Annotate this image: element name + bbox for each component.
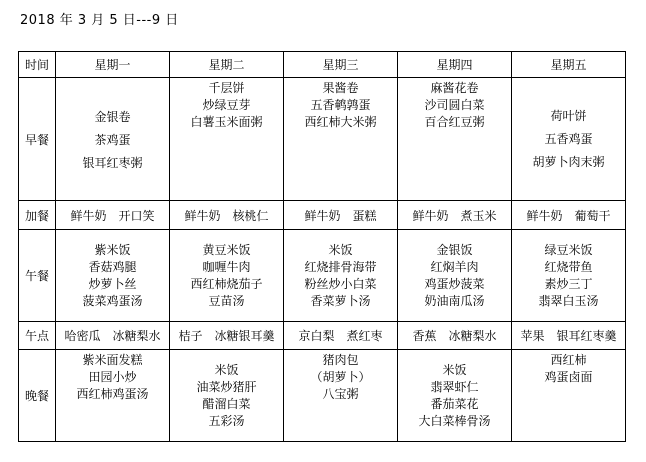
- dish: 麻酱花卷: [430, 81, 479, 95]
- dish: 粉丝炒小白菜: [304, 276, 377, 291]
- snack-cell-friday: [512, 201, 626, 230]
- breakfast-row: [19, 78, 626, 201]
- dish: 香菇鸡腿: [88, 259, 137, 274]
- afternoon-snack-cell-friday: [512, 322, 626, 350]
- dish: 炒绿豆芽: [202, 98, 251, 112]
- snack-cell-tuesday: [170, 201, 284, 230]
- dish: 鸡蛋卤面: [544, 370, 593, 384]
- lunch-row: [19, 230, 626, 322]
- afternoon-snack-row: [19, 322, 626, 350]
- dish: 葡萄干: [574, 208, 611, 223]
- dish: 银耳红枣粥: [82, 155, 143, 170]
- dish: 西红柿: [550, 353, 587, 367]
- dish: 红焖羊肉: [430, 259, 479, 274]
- dish: 蛋糕: [352, 208, 377, 223]
- dish: 鲜牛奶: [526, 208, 563, 223]
- breakfast-cell-tuesday: [170, 78, 284, 201]
- dinner-cell-monday: [56, 350, 170, 442]
- afternoon-snack-cell-thursday: [398, 322, 512, 350]
- dish: 胡萝卜肉末粥: [532, 154, 605, 169]
- dish: 白薯玉米面粥: [190, 115, 263, 129]
- dish: 煮红枣: [346, 329, 383, 343]
- dish: 冰糖梨水: [112, 329, 161, 343]
- snack-row: [19, 201, 626, 230]
- lunch-cell-monday: [56, 230, 170, 322]
- meal-label-dinner: 晚餐: [19, 350, 56, 442]
- weekly-menu-table: [18, 51, 626, 442]
- snack-cell-wednesday: [284, 201, 398, 230]
- dish: 翡翠白玉汤: [538, 293, 599, 308]
- dish: 米饭: [442, 362, 467, 377]
- dish: 西红柿烧茄子: [190, 276, 263, 291]
- dish: 黄豆米饭: [202, 242, 251, 257]
- lunch-cell-wednesday: [284, 230, 398, 322]
- dish: 五香鹌鹑蛋: [310, 98, 371, 112]
- dish: 鲜牛奶: [412, 208, 449, 223]
- dinner-cell-wednesday: [284, 350, 398, 442]
- dish: 红烧带鱼: [544, 259, 593, 274]
- meal-label-afternoon-snack: 午点: [19, 322, 56, 350]
- dish: 鸡蛋炒菠菜: [424, 276, 485, 291]
- breakfast-cell-monday: [56, 78, 170, 201]
- dish: 猪肉包: [322, 353, 359, 367]
- dish: 金银饭: [436, 242, 473, 257]
- dish: 桔子: [178, 329, 203, 343]
- meal-label-lunch: 午餐: [19, 230, 56, 322]
- dish: 西红柿鸡蛋汤: [76, 387, 149, 401]
- dish: 醋溜白菜: [202, 396, 251, 411]
- lunch-cell-tuesday: [170, 230, 284, 322]
- lunch-cell-thursday: [398, 230, 512, 322]
- afternoon-snack-cell-wednesday: [284, 322, 398, 350]
- dish: 核桃仁: [232, 208, 269, 223]
- lunch-cell-friday: [512, 230, 626, 322]
- dish: 荷叶饼: [550, 108, 587, 123]
- dish: 咖喱牛肉: [202, 259, 251, 274]
- dish: 菠菜鸡蛋汤: [82, 293, 143, 308]
- header-row: [19, 52, 626, 78]
- day-header-thursday: 星期四: [398, 52, 512, 78]
- dish: 紫米饭: [94, 242, 131, 257]
- dish: 茶鸡蛋: [94, 132, 131, 147]
- snack-cell-monday: [56, 201, 170, 230]
- breakfast-cell-wednesday: [284, 78, 398, 201]
- dish: 百合红豆粥: [424, 115, 485, 129]
- dish: 开口笑: [118, 208, 155, 223]
- dish: 京白梨: [298, 329, 335, 343]
- meal-label-snack: 加餐: [19, 201, 56, 230]
- dish: 豆苗汤: [208, 293, 245, 308]
- dish: 金银卷: [94, 109, 131, 124]
- dish: 冰糖银耳羹: [214, 329, 275, 343]
- dish: 鲜牛奶: [184, 208, 221, 223]
- dish: 油菜炒猪肝: [196, 379, 257, 394]
- dish: 绿豆米饭: [544, 242, 593, 257]
- breakfast-cell-thursday: [398, 78, 512, 201]
- afternoon-snack-cell-tuesday: [170, 322, 284, 350]
- dish: 番茄菜花: [430, 396, 479, 411]
- dish: 翡翠虾仁: [430, 379, 479, 394]
- dish: 香菜萝卜汤: [310, 293, 371, 308]
- snack-cell-thursday: [398, 201, 512, 230]
- dish: 五彩汤: [208, 413, 245, 428]
- dish: 红烧排骨海带: [304, 259, 377, 274]
- day-header-friday: 星期五: [512, 52, 626, 78]
- dish: 米饭: [328, 242, 353, 257]
- day-header-wednesday: 星期三: [284, 52, 398, 78]
- dish: 千层饼: [208, 81, 245, 95]
- dinner-cell-thursday: [398, 350, 512, 442]
- dish: 八宝粥: [322, 387, 359, 401]
- dish: 哈密瓜: [64, 329, 101, 343]
- day-header-monday: 星期一: [56, 52, 170, 78]
- breakfast-cell-friday: [512, 78, 626, 201]
- dish: 香蕉: [412, 329, 437, 343]
- dish: 田园小炒: [88, 370, 137, 384]
- dish: 苹果: [520, 329, 545, 343]
- dish: 炒萝卜丝: [88, 276, 137, 291]
- dish: 煮玉米: [460, 208, 497, 223]
- dish: 五香鸡蛋: [544, 131, 593, 146]
- dinner-cell-friday: [512, 350, 626, 442]
- dish: 大白菜棒骨汤: [418, 413, 491, 428]
- afternoon-snack-cell-monday: [56, 322, 170, 350]
- dish: 银耳红枣羹: [556, 329, 617, 343]
- dinner-cell-tuesday: [170, 350, 284, 442]
- menu-date-range: 2018 年 3 月 5 日---9 日: [20, 13, 179, 28]
- dish: （胡萝卜）: [310, 370, 371, 384]
- dish: 鲜牛奶: [304, 208, 341, 223]
- time-header: 时间: [19, 52, 56, 78]
- dish: 紫米面发糕: [82, 353, 143, 367]
- dish: 冰糖梨水: [448, 329, 497, 343]
- dish: 鲜牛奶: [70, 208, 107, 223]
- dish: 果酱卷: [322, 81, 359, 95]
- dish: 奶油南瓜汤: [424, 293, 485, 308]
- dish: 沙司圆白菜: [424, 98, 485, 112]
- dish: 素炒三丁: [544, 276, 593, 291]
- dinner-row: [19, 350, 626, 442]
- meal-label-breakfast: 早餐: [19, 78, 56, 201]
- day-header-tuesday: 星期二: [170, 52, 284, 78]
- dish: 米饭: [214, 362, 239, 377]
- dish: 西红柿大米粥: [304, 115, 377, 129]
